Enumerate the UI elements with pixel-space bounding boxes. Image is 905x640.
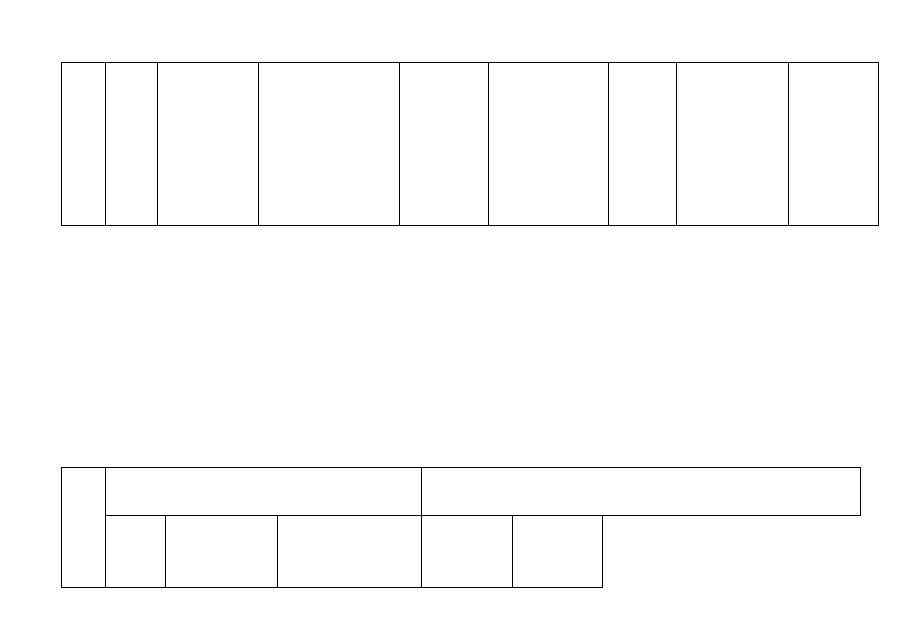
cell-name <box>158 63 259 226</box>
cell-other <box>789 63 879 226</box>
setbacks-text <box>489 63 608 65</box>
cell-sizes <box>400 63 489 226</box>
header-setbacks <box>513 516 603 588</box>
header-num <box>62 468 106 588</box>
table-4 <box>61 467 861 588</box>
cell-code <box>106 63 158 226</box>
header-sizes <box>422 516 513 588</box>
cell-floors <box>609 63 677 226</box>
cell-description <box>259 63 400 226</box>
header-code <box>106 516 166 588</box>
cell-setbacks <box>489 63 609 226</box>
cell-num <box>62 63 106 226</box>
header-name <box>166 516 278 588</box>
continued-table-fragment <box>61 62 879 226</box>
cell-coverage <box>677 63 789 226</box>
header-limits-group <box>422 468 861 516</box>
header-description <box>278 516 422 588</box>
header-uses-group <box>106 468 422 516</box>
description-text <box>259 63 399 65</box>
